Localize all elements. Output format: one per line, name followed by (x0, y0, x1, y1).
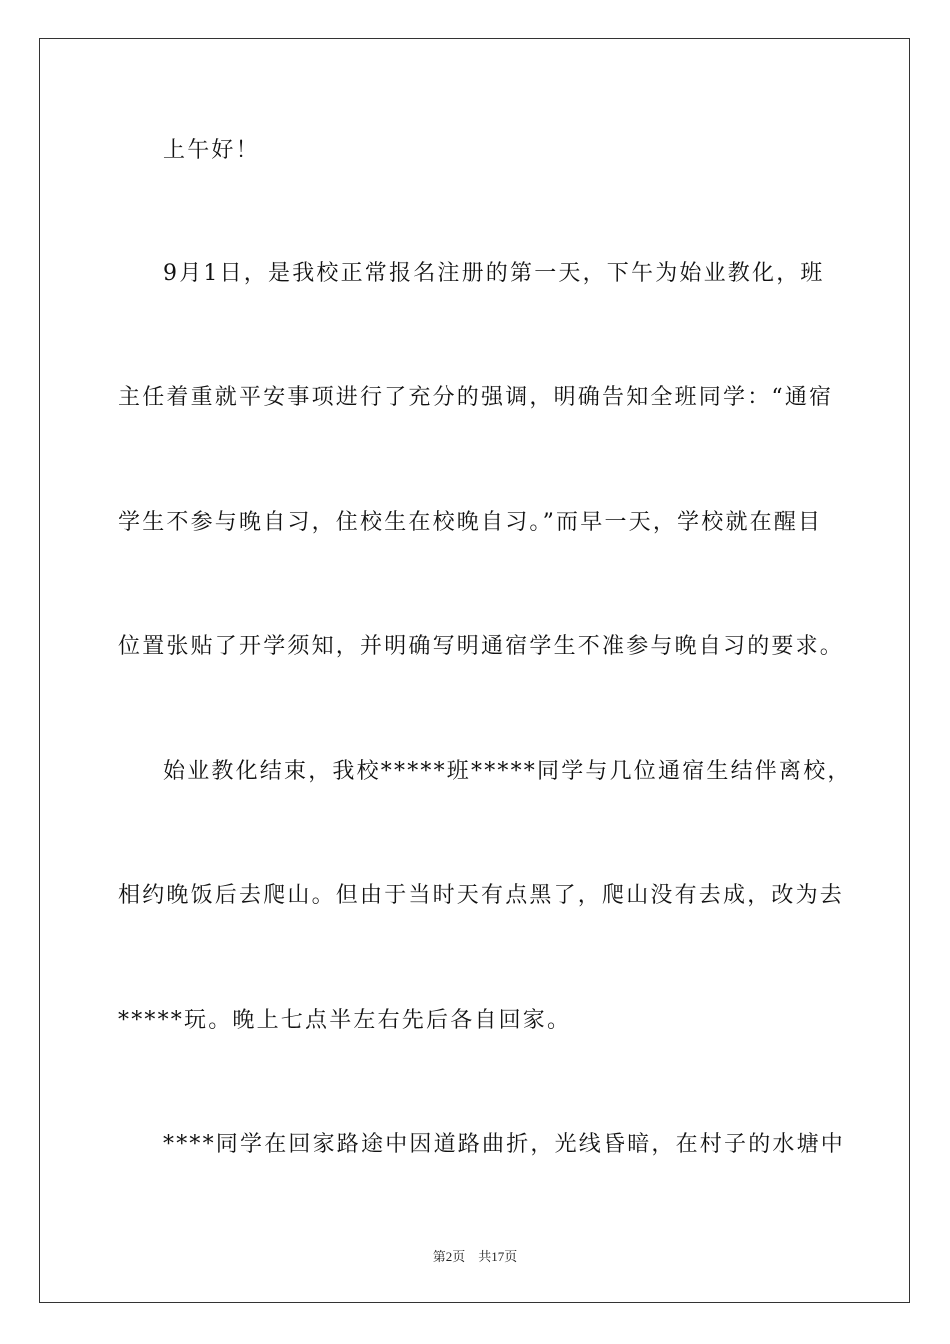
paragraph-3-line-1: ****同学在回家路途中因道路曲折，光线昏暗，在村子的水塘中 (163, 1132, 846, 1157)
paragraph-1-line-3: 学生不参与晚自习，住校生在校晚自习。”而早一天，学校就在醒目 (118, 510, 823, 535)
paragraph-2-line-1: 始业教化结束，我校*****班*****同学与几位通宿生结伴离校， (163, 759, 852, 784)
paragraph-2-line-3: *****玩。晚上七点半左右先后各自回家。 (118, 1008, 572, 1033)
greeting-line: 上午好！ (163, 138, 260, 163)
page-frame (39, 38, 910, 1303)
paragraph-1-line-2: 主任着重就平安事项进行了充分的强调，明确告知全班同学：“通宿 (118, 385, 834, 410)
paragraph-2-line-2: 相约晚饭后去爬山。但由于当时天有点黑了，爬山没有去成，改为去 (118, 883, 845, 908)
paragraph-1-line-1: 9月1日，是我校正常报名注册的第一天，下午为始业教化，班 (163, 261, 825, 286)
paragraph-1-line-4: 位置张贴了开学须知，并明确写明通宿学生不准参与晚自习的要求。 (118, 634, 845, 659)
page-number-footer: 第2页 共17页 (432, 1249, 518, 1264)
